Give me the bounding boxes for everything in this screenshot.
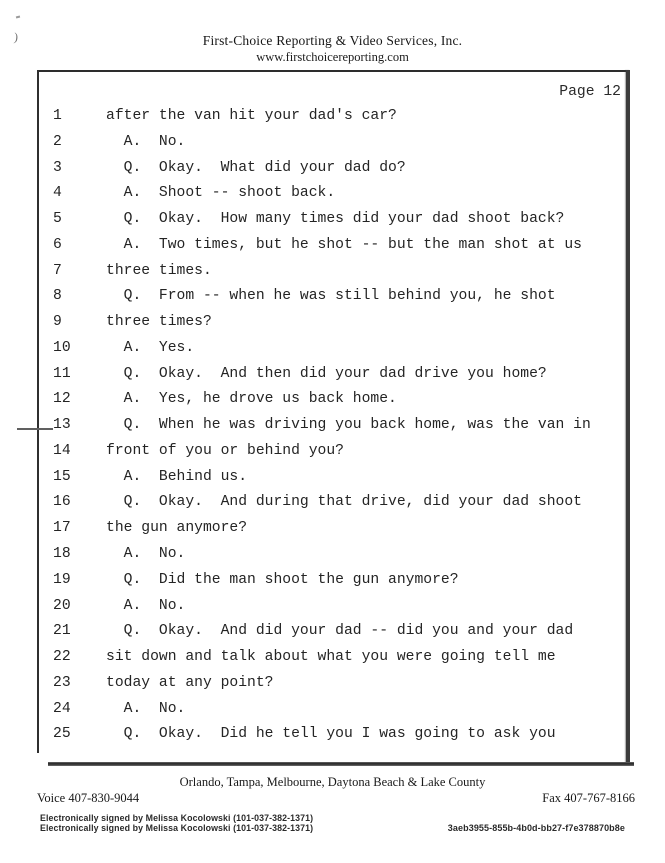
electronic-signature-line-2: Electronically signed by Melissa Kocolowski (101-037-382-1371): [40, 823, 314, 833]
transcript-lines: [53, 104, 591, 748]
line-text: the gun anymore?: [106, 520, 248, 537]
line-number: 20: [53, 597, 71, 614]
line-number: 18: [53, 546, 71, 563]
line-text: A. No.: [106, 133, 186, 150]
line-text: A. Two times, but he shot -- but the man shot at us: [106, 236, 582, 253]
transcript-line: [53, 207, 591, 233]
line-number: 1: [53, 108, 62, 124]
line-text: Q. Okay. And did your dad -- did you and your dad: [106, 623, 574, 640]
company-name: First-Choice Reporting & Video Services, Inc.: [202, 33, 463, 48]
transcript-line: [53, 645, 591, 671]
line-text: A. No.: [106, 597, 186, 614]
scan-artifact-dot: [16, 16, 20, 19]
line-text: today at any point?: [106, 674, 274, 691]
line-number: 13: [53, 417, 71, 434]
transcript-line: [53, 104, 591, 130]
transcript-line: [53, 542, 591, 568]
line-number: 14: [53, 442, 71, 459]
line-number: 15: [53, 468, 71, 485]
transcript-line: [53, 619, 591, 645]
transcript-line: [53, 310, 591, 336]
line-text: Q. Okay. And during that drive, did your dad shoot: [106, 494, 582, 511]
transcript-line: [53, 259, 591, 285]
line-number: 12: [53, 391, 71, 408]
voice-phone: Voice 407-830-9044: [37, 791, 140, 805]
document-id-code: 3aeb3955-855b-4b0d-bb27-f7e378870b8e: [447, 823, 625, 833]
transcript-line: [53, 568, 591, 594]
transcript-line: [53, 181, 591, 207]
line-text: A. Yes, he drove us back home.: [106, 391, 397, 408]
line-number: 21: [53, 623, 71, 640]
line-text: A. Yes.: [106, 339, 195, 356]
transcript-line: [53, 130, 591, 156]
fax-phone: Fax 407-767-8166: [542, 791, 635, 805]
electronic-signature-line-1: Electronically signed by Melissa Kocolowski (101-037-382-1371): [40, 813, 314, 823]
transcript-line: [53, 722, 591, 748]
line-text: Q. Okay. What did your dad do?: [106, 159, 406, 176]
line-text: sit down and talk about what you were going tell me: [106, 649, 556, 666]
line-number: 7: [53, 262, 62, 279]
service-area-text: Orlando, Tampa, Melbourne, Daytona Beach & Lake County: [179, 775, 486, 789]
line-text: Q. Okay. And then did your dad drive you home?: [106, 365, 547, 382]
transcript-line: [53, 233, 591, 259]
report-header: [0, 33, 665, 65]
line-text: A. Shoot -- shoot back.: [106, 185, 336, 202]
transcript-line: [53, 516, 591, 542]
line-text: A. No.: [106, 700, 186, 717]
scan-artifact-squiggle: ): [13, 29, 19, 45]
line-text: A. Behind us.: [106, 468, 248, 485]
transcript-line: [53, 362, 591, 388]
page-border-top: [37, 70, 630, 72]
line-number: 19: [53, 571, 71, 588]
line-text: A. No.: [106, 546, 186, 563]
line-text: three times.: [106, 262, 212, 279]
line-number: 24: [53, 700, 71, 717]
line-number: 17: [53, 520, 71, 537]
line-number: 23: [53, 674, 71, 691]
line-text: front of you or behind you?: [106, 442, 344, 459]
line-number: 9: [53, 314, 62, 331]
line-number: 4: [53, 185, 62, 202]
company-website: www.firstchoicereporting.com: [256, 50, 409, 64]
transcript-line: [53, 439, 591, 465]
line-text: after the van hit your dad's car?: [106, 108, 397, 124]
line-number: 16: [53, 494, 71, 511]
line-number: 2: [53, 133, 62, 150]
line-number: 8: [53, 288, 62, 305]
transcript-line: [53, 387, 591, 413]
transcript-line: [53, 465, 591, 491]
transcript-line: [53, 594, 591, 620]
line-number: 3: [53, 159, 62, 176]
transcript-line: [53, 697, 591, 723]
transcript-line: [53, 284, 591, 310]
page-number-label: Page 12: [559, 84, 621, 100]
page-border-left: [37, 70, 39, 753]
margin-dash-mark: [17, 428, 53, 430]
line-text: three times?: [106, 314, 212, 331]
line-text: Q. Okay. How many times did your dad shoot back?: [106, 211, 565, 228]
line-text: Q. Okay. Did he tell you I was going to ask you: [106, 726, 556, 743]
line-number: 10: [53, 339, 71, 356]
transcript-line: [53, 413, 591, 439]
transcript-line: [53, 336, 591, 362]
line-number: 11: [53, 365, 71, 382]
transcript-line: [53, 490, 591, 516]
transcript-page-sheet: [37, 70, 630, 765]
line-number: 5: [53, 211, 62, 228]
line-number: 25: [53, 726, 71, 743]
line-text: Q. When he was driving you back home, was the van in: [106, 417, 591, 434]
transcript-line: [53, 671, 591, 697]
line-number: 22: [53, 649, 71, 666]
line-text: Q. From -- when he was still behind you, he shot: [106, 288, 556, 305]
page-border-right: [626, 70, 630, 765]
line-number: 6: [53, 236, 62, 253]
page-border-bottom: [48, 762, 634, 766]
line-text: Q. Did the man shoot the gun anymore?: [106, 571, 459, 588]
transcript-line: [53, 156, 591, 182]
